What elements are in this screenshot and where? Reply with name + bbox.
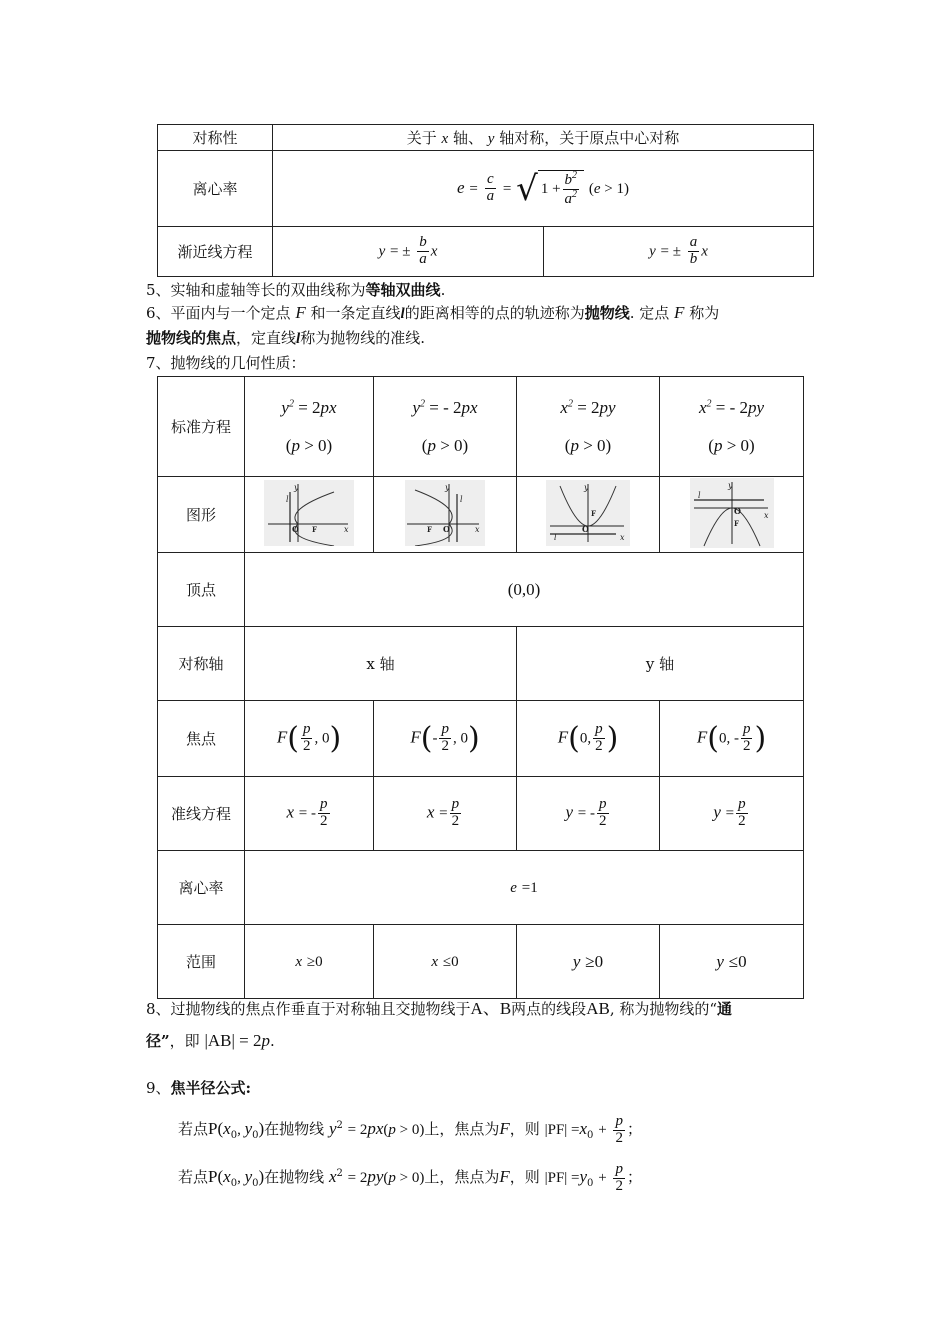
item-6-line-2: 抛物线的焦点，定直线l称为抛物线的准线. [146,329,425,347]
graph-cell-3 [517,477,660,553]
svg-text:y: y [294,482,299,492]
item-9-line-2: 若点$P(x_0$, $y_0$)在抛物线 $x^2 = 2py(p > 0)$上，焦点为F，则 $|PF| =y_0$ + $\frac{p}{2}$ ； [178,1160,642,1194]
svg-text:x: x [763,510,769,520]
svg-text:F: F [733,518,739,528]
range-cell-3: y ≥0 [517,925,660,999]
item-5: 5、实轴和虚轴等长的双曲线称为等轴双曲线. [146,281,446,299]
item-6-line-1: 6、平面内与一个定点 F 和一条定直线l的距离相等的点的轨迹称为抛物线. 定点 F 称为 [146,303,720,322]
item-7: 7、抛物线的几何性质： [146,354,306,372]
parabola-eccentricity-value: e =1 [245,851,804,925]
graph-cell-4 [660,477,804,553]
svg-text:x: x [344,524,349,534]
parabola-graph-down [690,478,774,548]
focus-cell-2: F(- $\frac{p}{2}$ , 0) [374,701,517,777]
asymptote-cell-1: y = ± $\frac{b}{a}$ x [273,227,544,277]
equation-cell-4: $x^2$ = - 2py (p > 0) [660,377,804,477]
svg-text:y: y [445,482,450,492]
directrix-cell-4: y = $\frac{p}{2}$ [660,777,804,851]
svg-text:O: O [733,505,741,516]
item-9-line-1: 若点$P(x_0$, $y_0$)在抛物线 $y^2 = 2px(p > 0)$上，焦点为F，则 $|PF| =x_0$ + $\frac{p}{2}$ ； [178,1112,642,1146]
svg-text:y: y [584,482,589,492]
equation-cell-3: $x^2 = 2py$ (p > 0) [517,377,660,477]
svg-text:l: l [554,532,557,542]
svg-text:F: F [427,524,432,534]
row-label-vertex: 顶点 [158,553,245,627]
symmetry-label: 对称性 [158,125,273,151]
item-8-line-1: 8、过抛物线的焦点作垂直于对称轴且交抛物线于A、B两点的线段AB, 称为抛物线的“通 [146,999,733,1018]
directrix-cell-1: x = - $\frac{p}{2}$ [245,777,374,851]
directrix-cell-2: x = $\frac{p}{2}$ [374,777,517,851]
focus-cell-3: F(0, $\frac{p}{2}$ ) [517,701,660,777]
axis-value-x: x 轴 [245,627,517,701]
svg-text:F: F [591,508,596,518]
row-label-graph: 图形 [158,477,245,553]
symmetry-value: 关于 x 轴、 y 轴对称，关于原点中心对称 [273,125,814,151]
row-label-eccentricity: 离心率 [158,851,245,925]
asymptote-label: 渐近线方程 [158,227,273,277]
focus-cell-1: F( $\frac{p}{2}$ , 0) [245,701,374,777]
svg-text:F: F [312,524,317,534]
range-cell-1: x ≥0 [245,925,374,999]
vertex-value: (0,0) [245,553,804,627]
row-label-equation: 标准方程 [158,377,245,477]
row-label-range: 范围 [158,925,245,999]
svg-text:x: x [475,524,480,534]
range-cell-4: y ≤0 [660,925,804,999]
svg-text:l: l [286,494,289,504]
directrix-cell-3: y = - $\frac{p}{2}$ [517,777,660,851]
row-label-axis: 对称轴 [158,627,245,701]
svg-text:O: O [443,523,450,534]
svg-text:l: l [697,490,701,500]
equation-cell-1: $y^2 = 2px$ (p > 0) [245,377,374,477]
svg-text:l: l [460,494,463,504]
focus-cell-4: F(0, - $\frac{p}{2}$ ) [660,701,804,777]
equation-cell-2: $y^2$ = - 2px (p > 0) [374,377,517,477]
graph-cell-2 [374,477,517,553]
eccentricity-label: 离心率 [158,151,273,227]
row-label-focus: 焦点 [158,701,245,777]
parabola-graph-left [405,480,485,546]
axis-value-y: y 轴 [517,627,804,701]
eccentricity-formula: e = $\frac{c}{a}$ = √ 1 + $\frac{b^2}{a^2}$ (e > 1) [273,151,814,227]
asymptote-cell-2: y = ± $\frac{a}{b}$ x [544,227,814,277]
svg-text:y: y [727,480,733,490]
item-8-line-2: 径”，即 |AB| = 2p. [146,1031,275,1050]
svg-text:x: x [620,532,625,542]
parabola-graph-up [546,480,630,546]
svg-text:O: O [582,523,589,534]
range-cell-2: x ≤0 [374,925,517,999]
svg-text:O: O [292,523,299,534]
graph-cell-1 [245,477,374,553]
parabola-properties-table [157,376,804,999]
item-9-heading: 9、焦半径公式: [146,1079,252,1097]
parabola-graph-right [264,480,354,546]
row-label-directrix: 准线方程 [158,777,245,851]
hyperbola-properties-table [157,124,814,277]
